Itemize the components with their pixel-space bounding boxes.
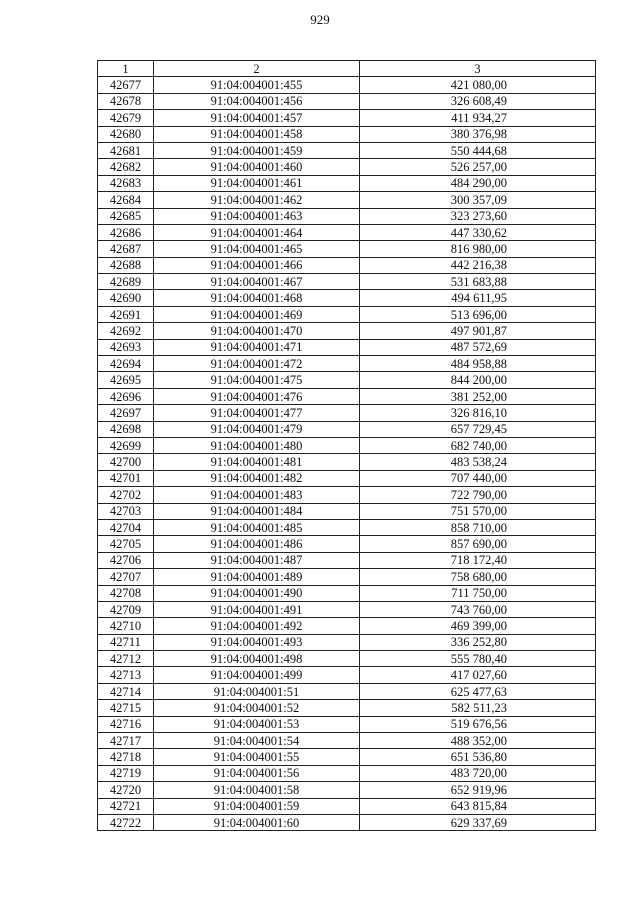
cadastral-value-cell: 555 780,40 xyxy=(360,651,596,667)
cadastral-number-cell: 91:04:004001:475 xyxy=(154,372,360,388)
cadastral-number-cell: 91:04:004001:468 xyxy=(154,290,360,306)
cadastral-number-cell: 91:04:004001:492 xyxy=(154,618,360,634)
table-row xyxy=(98,683,596,699)
row-number-cell: 42677 xyxy=(98,77,154,93)
cadastral-value-cell: 625 477,63 xyxy=(360,683,596,699)
cadastral-value-cell: 722 790,00 xyxy=(360,487,596,503)
page-number: 929 xyxy=(310,12,330,27)
cadastral-value-cell: 323 273,60 xyxy=(360,208,596,224)
cadastral-number-cell: 91:04:004001:54 xyxy=(154,733,360,749)
table-row xyxy=(98,716,596,732)
cadastral-value-cell: 442 216,38 xyxy=(360,257,596,273)
cadastral-value-cell: 513 696,00 xyxy=(360,306,596,322)
table-row xyxy=(98,257,596,273)
cadastral-value-cell: 519 676,56 xyxy=(360,716,596,732)
row-number-cell: 42679 xyxy=(98,110,154,126)
row-number-cell: 42702 xyxy=(98,487,154,503)
table-row xyxy=(98,536,596,552)
row-number-cell: 42681 xyxy=(98,142,154,158)
cadastral-number-cell: 91:04:004001:472 xyxy=(154,356,360,372)
cadastral-number-cell: 91:04:004001:463 xyxy=(154,208,360,224)
cadastral-number-cell: 91:04:004001:490 xyxy=(154,585,360,601)
row-number-cell: 42699 xyxy=(98,437,154,453)
row-number-cell: 42682 xyxy=(98,159,154,175)
cadastral-number-cell: 91:04:004001:476 xyxy=(154,388,360,404)
cadastral-value-cell: 844 200,00 xyxy=(360,372,596,388)
cadastral-number-cell: 91:04:004001:52 xyxy=(154,700,360,716)
cadastral-value-cell: 643 815,84 xyxy=(360,798,596,814)
table-row xyxy=(98,765,596,781)
table-row xyxy=(98,290,596,306)
table-row xyxy=(98,323,596,339)
row-number-cell: 42719 xyxy=(98,765,154,781)
table-row xyxy=(98,274,596,290)
table-header-row xyxy=(98,61,596,77)
row-number-cell: 42692 xyxy=(98,323,154,339)
table-row xyxy=(98,142,596,158)
row-number-cell: 42690 xyxy=(98,290,154,306)
cadastral-value-cell: 707 440,00 xyxy=(360,470,596,486)
cadastral-number-cell: 91:04:004001:56 xyxy=(154,765,360,781)
column-header-2: 2 xyxy=(154,61,360,77)
cadastral-number-cell: 91:04:004001:465 xyxy=(154,241,360,257)
cadastral-number-cell: 91:04:004001:483 xyxy=(154,487,360,503)
row-number-cell: 42694 xyxy=(98,356,154,372)
table-row xyxy=(98,437,596,453)
cadastral-value-cell: 380 376,98 xyxy=(360,126,596,142)
row-number-cell: 42705 xyxy=(98,536,154,552)
cadastral-number-cell: 91:04:004001:464 xyxy=(154,224,360,240)
table-row xyxy=(98,421,596,437)
table-row xyxy=(98,634,596,650)
table-row xyxy=(98,339,596,355)
row-number-cell: 42697 xyxy=(98,405,154,421)
table-row xyxy=(98,93,596,109)
cadastral-number-cell: 91:04:004001:460 xyxy=(154,159,360,175)
row-number-cell: 42710 xyxy=(98,618,154,634)
table-row xyxy=(98,454,596,470)
table-row xyxy=(98,651,596,667)
table-row xyxy=(98,782,596,798)
cadastral-value-cell: 718 172,40 xyxy=(360,552,596,568)
cadastral-value-table xyxy=(97,60,596,831)
row-number-cell: 42712 xyxy=(98,651,154,667)
table-body xyxy=(98,77,596,831)
row-number-cell: 42700 xyxy=(98,454,154,470)
table-row xyxy=(98,192,596,208)
cadastral-value-cell: 417 027,60 xyxy=(360,667,596,683)
cadastral-value-cell: 381 252,00 xyxy=(360,388,596,404)
row-number-cell: 42708 xyxy=(98,585,154,601)
row-number-cell: 42715 xyxy=(98,700,154,716)
cadastral-value-cell: 629 337,69 xyxy=(360,814,596,830)
cadastral-number-cell: 91:04:004001:60 xyxy=(154,814,360,830)
cadastral-value-cell: 488 352,00 xyxy=(360,733,596,749)
row-number-cell: 42713 xyxy=(98,667,154,683)
cadastral-number-cell: 91:04:004001:53 xyxy=(154,716,360,732)
table-row xyxy=(98,126,596,142)
cadastral-value-cell: 651 536,80 xyxy=(360,749,596,765)
cadastral-value-cell: 411 934,27 xyxy=(360,110,596,126)
row-number-cell: 42722 xyxy=(98,814,154,830)
cadastral-number-cell: 91:04:004001:491 xyxy=(154,601,360,617)
cadastral-value-cell: 682 740,00 xyxy=(360,437,596,453)
table-row xyxy=(98,175,596,191)
row-number-cell: 42684 xyxy=(98,192,154,208)
row-number-cell: 42686 xyxy=(98,224,154,240)
table-row xyxy=(98,372,596,388)
cadastral-number-cell: 91:04:004001:458 xyxy=(154,126,360,142)
row-number-cell: 42688 xyxy=(98,257,154,273)
row-number-cell: 42683 xyxy=(98,175,154,191)
table-row xyxy=(98,749,596,765)
row-number-cell: 42706 xyxy=(98,552,154,568)
row-number-cell: 42704 xyxy=(98,519,154,535)
cadastral-number-cell: 91:04:004001:455 xyxy=(154,77,360,93)
table-row xyxy=(98,224,596,240)
table-row xyxy=(98,519,596,535)
column-header-1: 1 xyxy=(98,61,154,77)
cadastral-number-cell: 91:04:004001:59 xyxy=(154,798,360,814)
cadastral-number-cell: 91:04:004001:457 xyxy=(154,110,360,126)
row-number-cell: 42717 xyxy=(98,733,154,749)
cadastral-value-cell: 326 816,10 xyxy=(360,405,596,421)
cadastral-value-cell: 751 570,00 xyxy=(360,503,596,519)
cadastral-number-cell: 91:04:004001:482 xyxy=(154,470,360,486)
cadastral-number-cell: 91:04:004001:470 xyxy=(154,323,360,339)
cadastral-value-cell: 652 919,96 xyxy=(360,782,596,798)
cadastral-value-cell: 484 958,88 xyxy=(360,356,596,372)
cadastral-value-cell: 550 444,68 xyxy=(360,142,596,158)
row-number-cell: 42720 xyxy=(98,782,154,798)
row-number-cell: 42680 xyxy=(98,126,154,142)
cadastral-number-cell: 91:04:004001:469 xyxy=(154,306,360,322)
cadastral-number-cell: 91:04:004001:456 xyxy=(154,93,360,109)
cadastral-number-cell: 91:04:004001:466 xyxy=(154,257,360,273)
cadastral-number-cell: 91:04:004001:51 xyxy=(154,683,360,699)
table-row xyxy=(98,503,596,519)
cadastral-value-cell: 857 690,00 xyxy=(360,536,596,552)
cadastral-number-cell: 91:04:004001:459 xyxy=(154,142,360,158)
cadastral-value-cell: 484 290,00 xyxy=(360,175,596,191)
column-header-3: 3 xyxy=(360,61,596,77)
row-number-cell: 42696 xyxy=(98,388,154,404)
row-number-cell: 42703 xyxy=(98,503,154,519)
table-row xyxy=(98,241,596,257)
cadastral-value-cell: 326 608,49 xyxy=(360,93,596,109)
row-number-cell: 42701 xyxy=(98,470,154,486)
cadastral-value-cell: 657 729,45 xyxy=(360,421,596,437)
table-row xyxy=(98,552,596,568)
row-number-cell: 42711 xyxy=(98,634,154,650)
table-row xyxy=(98,585,596,601)
cadastral-number-cell: 91:04:004001:485 xyxy=(154,519,360,535)
table-row xyxy=(98,814,596,830)
table-row xyxy=(98,618,596,634)
cadastral-value-cell: 487 572,69 xyxy=(360,339,596,355)
cadastral-number-cell: 91:04:004001:486 xyxy=(154,536,360,552)
cadastral-number-cell: 91:04:004001:493 xyxy=(154,634,360,650)
cadastral-number-cell: 91:04:004001:55 xyxy=(154,749,360,765)
cadastral-value-cell: 758 680,00 xyxy=(360,569,596,585)
table-row xyxy=(98,306,596,322)
table-row xyxy=(98,110,596,126)
table-row xyxy=(98,700,596,716)
table-row xyxy=(98,667,596,683)
cadastral-value-cell: 743 760,00 xyxy=(360,601,596,617)
cadastral-number-cell: 91:04:004001:481 xyxy=(154,454,360,470)
row-number-cell: 42689 xyxy=(98,274,154,290)
row-number-cell: 42707 xyxy=(98,569,154,585)
cadastral-value-cell: 531 683,88 xyxy=(360,274,596,290)
cadastral-number-cell: 91:04:004001:479 xyxy=(154,421,360,437)
table-row xyxy=(98,208,596,224)
row-number-cell: 42716 xyxy=(98,716,154,732)
cadastral-number-cell: 91:04:004001:462 xyxy=(154,192,360,208)
cadastral-value-cell: 447 330,62 xyxy=(360,224,596,240)
cadastral-value-cell: 483 720,00 xyxy=(360,765,596,781)
row-number-cell: 42718 xyxy=(98,749,154,765)
table-row xyxy=(98,601,596,617)
row-number-cell: 42678 xyxy=(98,93,154,109)
cadastral-number-cell: 91:04:004001:471 xyxy=(154,339,360,355)
cadastral-value-cell: 816 980,00 xyxy=(360,241,596,257)
table-row xyxy=(98,356,596,372)
cadastral-number-cell: 91:04:004001:58 xyxy=(154,782,360,798)
cadastral-number-cell: 91:04:004001:477 xyxy=(154,405,360,421)
table-row xyxy=(98,487,596,503)
row-number-cell: 42693 xyxy=(98,339,154,355)
row-number-cell: 42714 xyxy=(98,683,154,699)
cadastral-number-cell: 91:04:004001:489 xyxy=(154,569,360,585)
cadastral-number-cell: 91:04:004001:480 xyxy=(154,437,360,453)
cadastral-number-cell: 91:04:004001:499 xyxy=(154,667,360,683)
cadastral-number-cell: 91:04:004001:484 xyxy=(154,503,360,519)
cadastral-number-cell: 91:04:004001:498 xyxy=(154,651,360,667)
cadastral-value-cell: 300 357,09 xyxy=(360,192,596,208)
cadastral-number-cell: 91:04:004001:461 xyxy=(154,175,360,191)
table-row xyxy=(98,159,596,175)
cadastral-number-cell: 91:04:004001:467 xyxy=(154,274,360,290)
cadastral-value-cell: 711 750,00 xyxy=(360,585,596,601)
cadastral-value-cell: 469 399,00 xyxy=(360,618,596,634)
row-number-cell: 42685 xyxy=(98,208,154,224)
table-row xyxy=(98,77,596,93)
cadastral-value-cell: 483 538,24 xyxy=(360,454,596,470)
row-number-cell: 42691 xyxy=(98,306,154,322)
table-row xyxy=(98,733,596,749)
row-number-cell: 42698 xyxy=(98,421,154,437)
table-row xyxy=(98,470,596,486)
cadastral-value-cell: 494 611,95 xyxy=(360,290,596,306)
table-row xyxy=(98,405,596,421)
cadastral-value-cell: 421 080,00 xyxy=(360,77,596,93)
row-number-cell: 42695 xyxy=(98,372,154,388)
table-row xyxy=(98,569,596,585)
cadastral-number-cell: 91:04:004001:487 xyxy=(154,552,360,568)
cadastral-value-cell: 497 901,87 xyxy=(360,323,596,339)
table-row xyxy=(98,798,596,814)
cadastral-value-cell: 858 710,00 xyxy=(360,519,596,535)
table-row xyxy=(98,388,596,404)
cadastral-value-cell: 582 511,23 xyxy=(360,700,596,716)
row-number-cell: 42709 xyxy=(98,601,154,617)
cadastral-value-cell: 526 257,00 xyxy=(360,159,596,175)
row-number-cell: 42721 xyxy=(98,798,154,814)
cadastral-value-cell: 336 252,80 xyxy=(360,634,596,650)
row-number-cell: 42687 xyxy=(98,241,154,257)
